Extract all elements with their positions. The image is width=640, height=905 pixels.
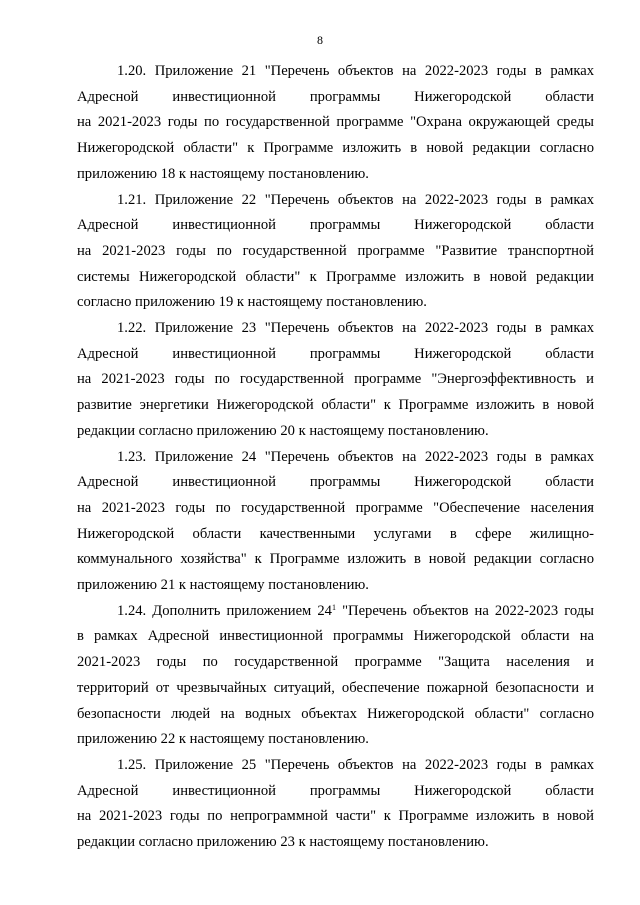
paragraph-line: Адресной инвестиционной программы Нижегородской области <box>77 217 594 234</box>
paragraph-line: приложению 18 к настоящему постановлению. <box>77 165 369 182</box>
paragraph-line: 1.23. Приложение 24 "Перечень объектов на 2022-2023 годы в рамках <box>117 448 594 465</box>
paragraph-line: на 2021-2023 годы по государственной программе "Обеспечение населения <box>77 499 594 516</box>
superscript: 1 <box>331 602 336 612</box>
paragraph-line: Адресной инвестиционной программы Нижегородской области <box>77 88 594 105</box>
paragraph-1-20 <box>77 59 594 188</box>
paragraph-text: 1.24. Дополнить приложением 24 <box>117 602 332 619</box>
paragraph-line: безопасности людей на водных объектах Нижегородской области" согласно <box>77 705 594 722</box>
page-number: 8 <box>317 33 323 47</box>
paragraph-line: Адресной инвестиционной программы Нижегородской области <box>77 474 594 491</box>
paragraph-line <box>77 599 594 625</box>
paragraph-line: приложению 21 к настоящему постановлению. <box>77 577 369 594</box>
paragraph-line: 1.21. Приложение 22 "Перечень объектов на 2022-2023 годы в рамках <box>117 191 594 208</box>
paragraph-1-21 <box>77 188 594 317</box>
paragraph-line: Адресной инвестиционной программы Нижегородской области <box>77 782 594 799</box>
paragraph-line: развитие энергетики Нижегородской области" к Программе изложить в новой <box>77 397 594 414</box>
paragraph-line: 1.25. Приложение 25 "Перечень объектов на 2022-2023 годы в рамках <box>117 756 594 773</box>
paragraph-1-22 <box>77 316 594 445</box>
paragraph-line: Нижегородской области качественными услугами в сфере жилищно- <box>77 525 594 542</box>
paragraph-text: "Перечень объектов на 2022-2023 годы <box>335 602 594 619</box>
paragraph-line: 1.20. Приложение 21 "Перечень объектов на 2022-2023 годы в рамках <box>117 63 594 79</box>
paragraph-line: на 2021-2023 годы по государственной программе "Охрана окружающей среды <box>77 114 594 131</box>
paragraph-1-25 <box>77 753 594 856</box>
paragraph-line: на 2021-2023 годы по государственной программе "Развитие транспортной <box>77 242 594 259</box>
paragraph-line: Нижегородской области" к Программе изложить в новой редакции согласно <box>77 140 594 157</box>
paragraph-line: территорий от чрезвычайных ситуаций, обеспечение пожарной безопасности и <box>77 679 594 696</box>
paragraph-1-24 <box>77 599 594 753</box>
paragraph-line: Адресной инвестиционной программы Нижегородской области <box>77 345 594 362</box>
paragraph-line: системы Нижегородской области" к Программе изложить в новой редакции <box>77 268 594 285</box>
paragraph-line: согласно приложению 19 к настоящему постановлению. <box>77 294 427 311</box>
paragraph-line: на 2021-2023 годы по непрограммной части" к Программе изложить в новой <box>77 808 594 825</box>
paragraph-line: редакции согласно приложению 20 к настоящему постановлению. <box>77 422 489 439</box>
paragraph-1-23 <box>77 445 594 599</box>
paragraph-line: 2021-2023 годы по государственной программе "Защита населения и <box>77 654 594 671</box>
paragraph-line: редакции согласно приложению 23 к настоящему постановлению. <box>77 834 489 851</box>
paragraph-line: коммунального хозяйства" к Программе изложить в новой редакции согласно <box>77 551 594 568</box>
paragraph-line: в рамках Адресной инвестиционной программы Нижегородской области на <box>77 628 594 645</box>
paragraph-line: 1.22. Приложение 23 "Перечень объектов на 2022-2023 годы в рамках <box>117 320 594 337</box>
paragraph-line: приложению 22 к настоящему постановлению. <box>77 731 369 748</box>
paragraph-line: на 2021-2023 годы по государственной программе "Энергоэффективность и <box>77 371 594 388</box>
document-body <box>77 59 594 856</box>
